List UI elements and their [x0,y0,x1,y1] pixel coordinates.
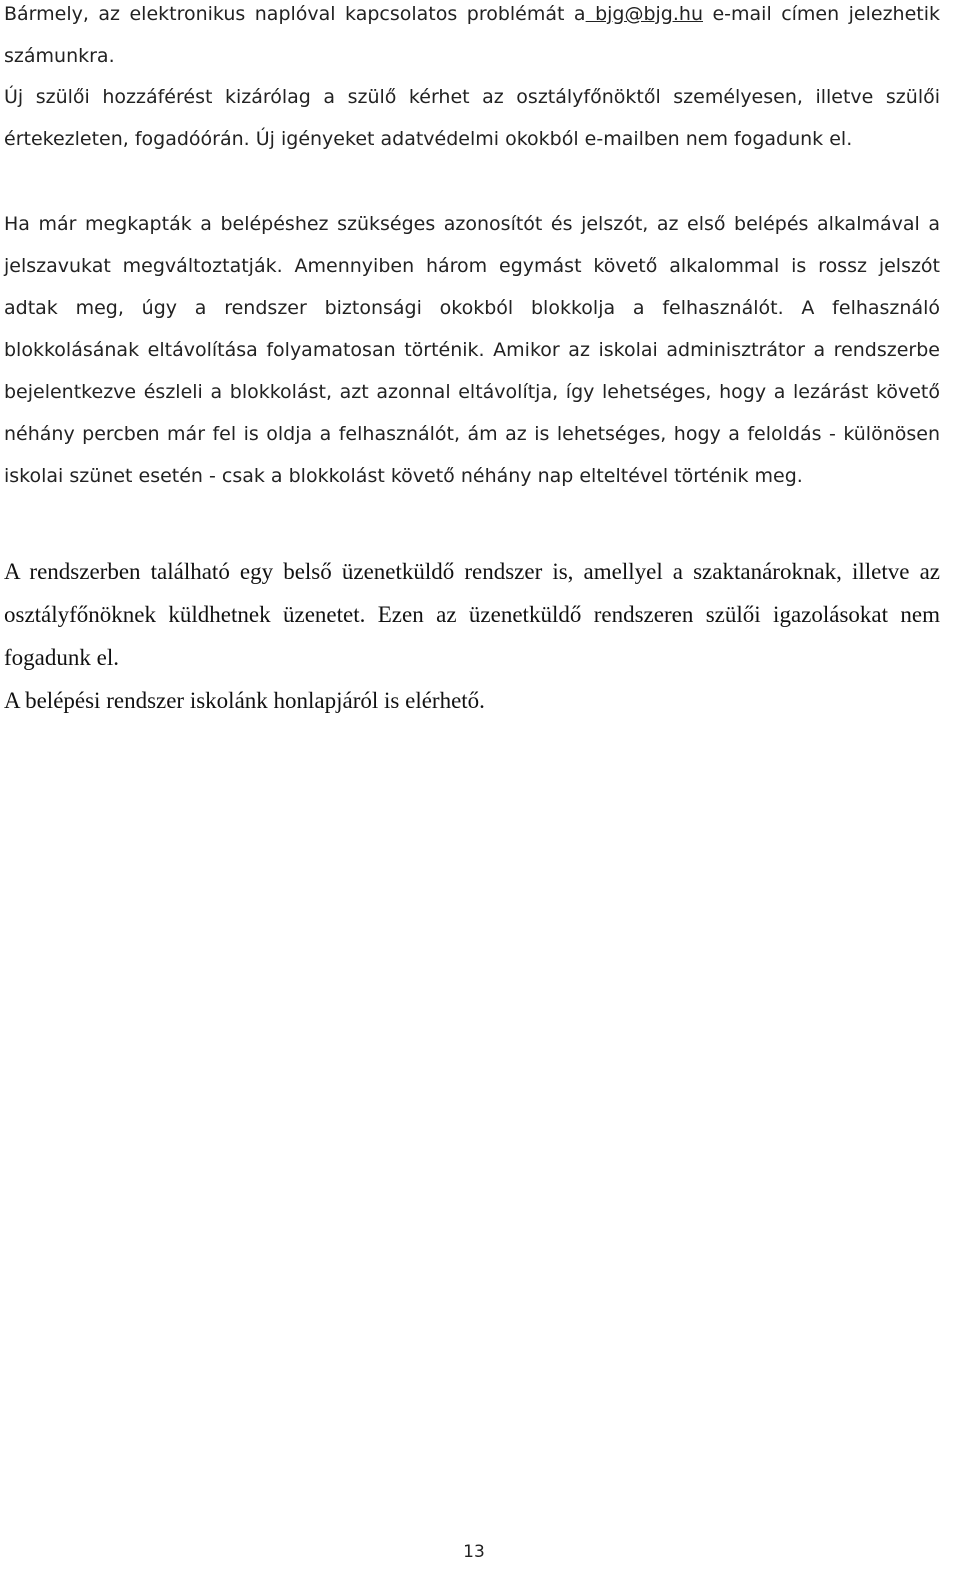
contact-paragraph [4,0,940,77]
email-link[interactable]: bjg@bjg.hu [585,3,703,25]
messaging-paragraph: A rendszerben található egy belső üzenetküldő rendszer is, amellyel a szaktanároknak, illetve az osztályfőnöknek küldhetnek üzenetet. Ezen az üzenetküldő rendszeren szülői igazolásokat nem fogadunk el. [4,559,940,670]
access-paragraph: Új szülői hozzáférést kizárólag a szülő kérhet az osztályfőnöktől személyesen, illetve szülői értekezleten, fogadóórán. Új igényeket adatvédelmi okokból e-mailben nem fogadunk el. [4,86,940,150]
login-paragraph [4,203,940,497]
contact-text-after: e-mail címen jelezhetik számunkra. [4,3,941,67]
page-number: 13 [463,1542,485,1562]
login-text-second: Amennyiben három egymást követő alkalommal is rossz jelszót adtak meg, úgy a rendszer biztonsági okokból blokkolja a felhasználót. A felhasználó blokkolásának eltávolítása folyamatosan történik. Amikor az iskolai adminisztrátor a rendszerbe bejelentkezve észleli a blokkolást, azt azonnal eltávolítja, így lehetséges, hogy a lezárást követő néhány percben már fel is oldja a felhasználót, ám az is lehetséges, hogy a feloldás - különösen iskolai szünet esetén - csak a blokkolást követő néhány nap elteltével történik meg. [4,255,941,487]
contact-text-before: Bármely, az elektronikus naplóval kapcsolatos problémát a [4,3,586,25]
login-text-first: Ha már megkapták a belépéshez szükséges azonosítót és jelszót, az első belépés alkalmával a jelszavukat megváltoztatják. [4,213,940,277]
homepage-paragraph: A belépési rendszer iskolánk honlapjáról is elérhető. [4,688,485,713]
